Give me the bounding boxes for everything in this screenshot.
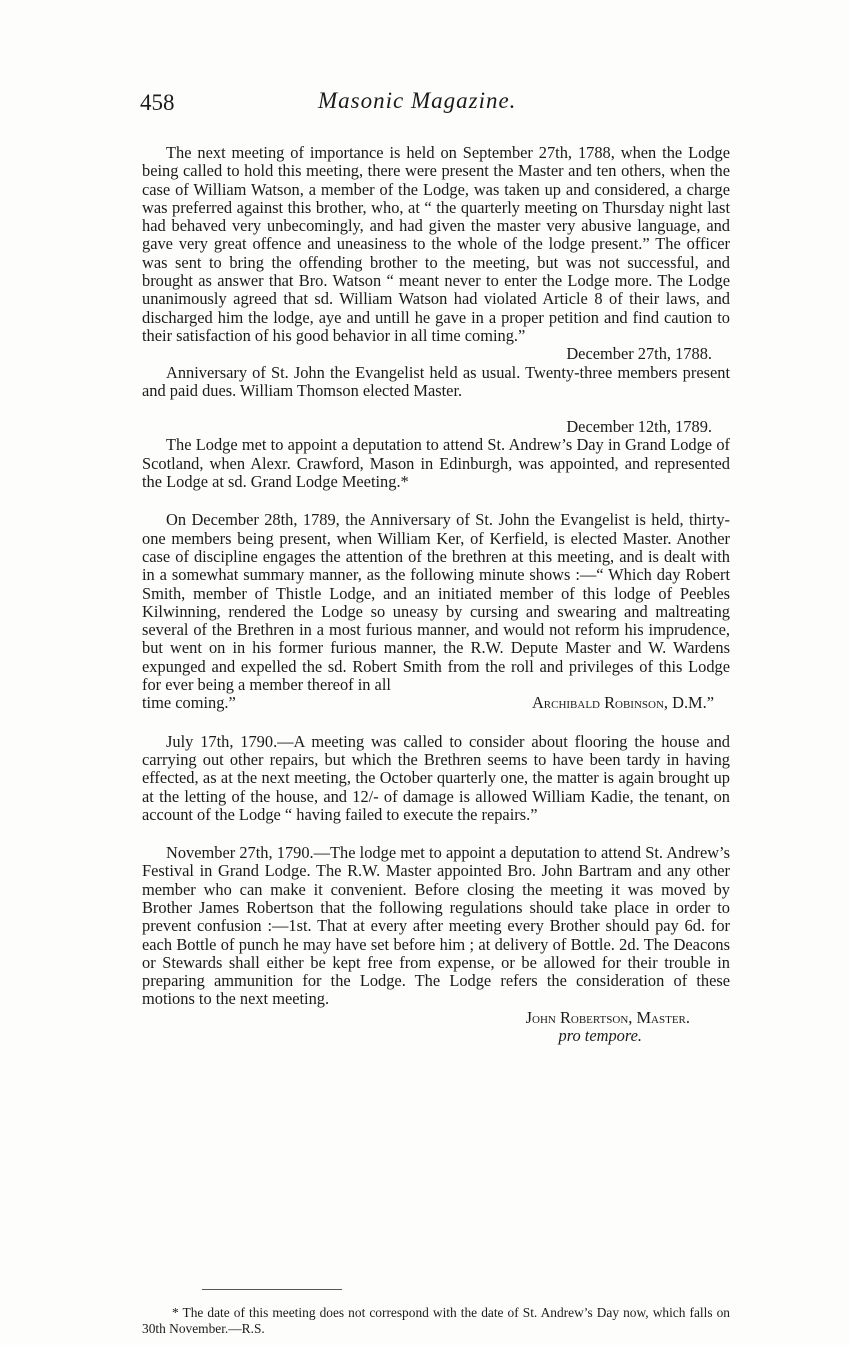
paragraph-4-end: time coming.” xyxy=(142,693,236,713)
page-number: 458 xyxy=(140,90,175,115)
paragraph-2: Anniversary of St. John the Evangelist held as usual. Twenty-three members present and paid dues. William Thomson elected Master. xyxy=(142,362,730,400)
page xyxy=(140,88,730,1336)
paragraph-4: On December 28th, 1789, the Anniversary of St. John the Evangelist is held, thirty-one members being present, when William Ker, of Kerfield, is elected Master. Another case of discipline engages the attention of the brethren at this meeting, and is dealt with in a somewhat summary manner, as the following minute shows :—“ Which day Robert Smith, member of Thistle Lodge, and an initiated member of this lodge of Peebles Kilwinning, rendered the Lodge so uneasy by cursing and swearing and maltreating several of the Brethren in a most furious manner, and would not reform his imprudence, but went on in his former furious manner, the R.W. Depute Master and W. Wardens expunged and expelled the sd. Robert Smith from the roll and privileges of this Lodge for ever being a member thereof in all xyxy=(142,510,730,695)
signature-pro-tempore: pro tempore. xyxy=(558,1026,642,1046)
paragraph-3: The Lodge met to appoint a deputation to attend St. Andrew’s Day in Grand Lodge of Scotland, when Alexr. Crawford, Mason in Edinburgh, was appointed, and represented the Lodge at sd. Grand Lodge Meeting.* xyxy=(142,435,730,492)
paragraph-6: November 27th, 1790.—The lodge met to appoint a deputation to attend St. Andrew’s Festival in Grand Lodge. The R.W. Master appointed Bro. John Bartram and any other member who can make it convenient. Before closing the meeting it was moved by Brother James Robertson that the following regulations should take place in order to prevent confusion :—1st. That at every after meeting every Brother should pay 6d. for each Bottle of punch he may have set before him ; at delivery of Bottle. 2d. The Deacons or Stewards shall either be kept free from expense, or be allowed for their trouble in preparing ammunition for the Lodge. The Lodge refers the consideration of these motions to the next meeting. xyxy=(142,843,730,1009)
date-heading-2: December 12th, 1789. xyxy=(566,417,712,437)
date-heading-1: December 27th, 1788. xyxy=(566,344,712,364)
footnote: * The date of this meeting does not correspond with the date of St. Andrew’s Day now, which falls on 30th November.—R.S. xyxy=(142,1305,730,1336)
signature-john-robertson: John Robertson, Master. xyxy=(525,1007,690,1027)
signature-row-1 xyxy=(142,694,730,712)
paragraph-5: July 17th, 1790.—A meeting was called to consider about flooring the house and carrying out other repairs, but which the Brethren seems to have been tardy in having effected, as at the next meeting, the October quarterly one, the matter is again brought up at the letting of the house, and 12/- of damage is allowed William Kadie, the tenant, on account of the Lodge “ having failed to execute the repairs.” xyxy=(142,731,730,824)
footnote-divider xyxy=(202,1289,342,1290)
page-header xyxy=(142,88,730,128)
running-title: Masonic Magazine. xyxy=(318,88,517,113)
paragraph-1: The next meeting of importance is held on September 27th, 1788, when the Lodge being called to hold this meeting, there were present the Master and ten others, when the case of William Watson, a member of the Lodge, was taken up and considered, a charge was preferred against this brother, who, at “ the quarterly meeting on Thursday night last had behaved very unbecomingly, and had given the master very abusive language, and gave very great offence and uneasiness to the whole of the lodge present.” The officer was sent to bring the offending brother to the meeting, but was not successful, and brought as answer that Bro. Watson “ meant never to enter the Lodge more. The Lodge unanimously agreed that sd. William Watson had violated Article 8 of their laws, and discharged him the lodge, aye and untill he gave in a proper petition and find caution to their satisfaction of his good behavior in all time coming.” xyxy=(142,143,730,345)
signature-archibald-robinson: Archibald Robinson, D.M.” xyxy=(531,693,714,713)
article-body xyxy=(142,144,730,1045)
